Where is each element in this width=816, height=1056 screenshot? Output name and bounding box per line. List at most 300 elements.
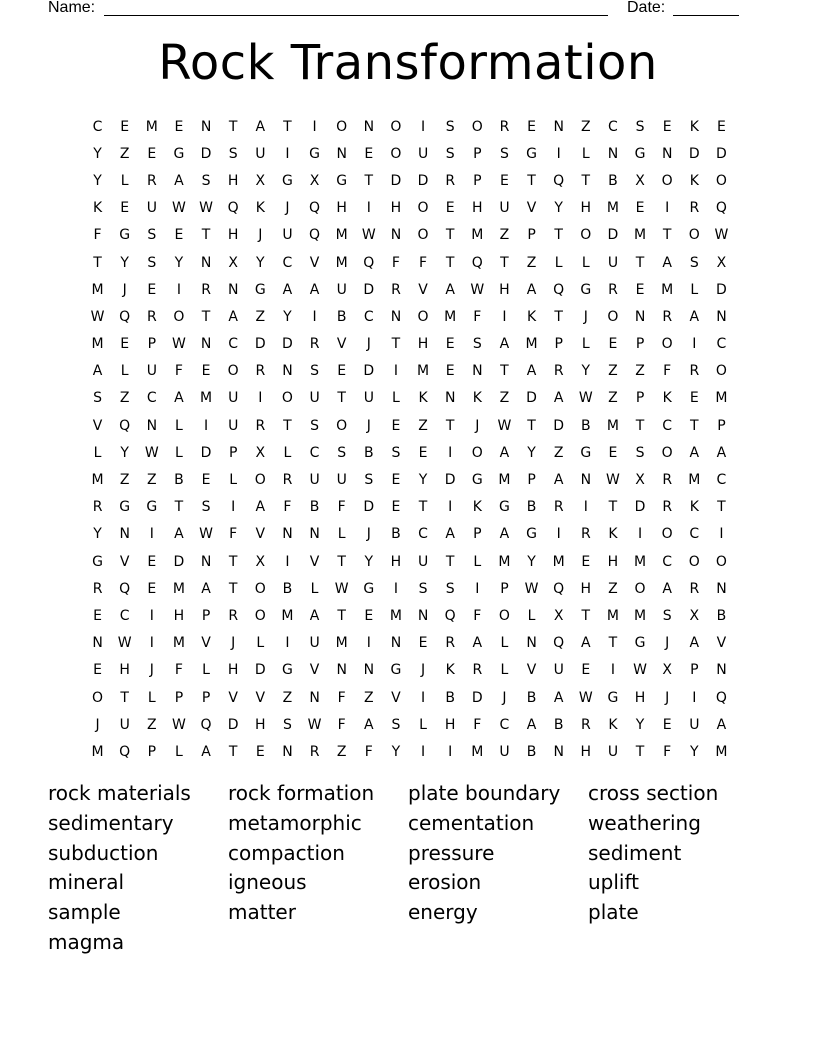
- grid-letter: P: [527, 227, 536, 244]
- grid-letter: O: [417, 227, 429, 244]
- grid-letter: R: [662, 308, 673, 325]
- grid-letter: D: [471, 689, 483, 706]
- grid-row: [84, 385, 735, 412]
- grid-letter: M: [525, 336, 538, 353]
- grid-letter: L: [202, 662, 210, 679]
- grid-letter: T: [337, 607, 346, 624]
- grid-letter: U: [146, 200, 157, 217]
- grid-letter: Q: [553, 281, 565, 298]
- grid-letter: G: [526, 145, 537, 162]
- grid-letter: N: [390, 635, 402, 652]
- grid-letter: G: [580, 281, 592, 298]
- grid-letter: A: [662, 580, 672, 597]
- grid-letter: Z: [553, 444, 564, 461]
- grid-letter: H: [417, 336, 429, 353]
- grid-letter: J: [665, 689, 670, 706]
- grid-row: [84, 711, 735, 738]
- grid-letter: X: [309, 172, 320, 189]
- grid-letter: F: [663, 363, 672, 380]
- grid-letter: L: [256, 635, 265, 652]
- grid-letter: H: [336, 200, 347, 217]
- grid-letter: F: [473, 607, 482, 624]
- grid-letter: D: [716, 145, 727, 162]
- grid-letter: P: [554, 336, 563, 353]
- word-bank-item: mineral: [48, 870, 125, 895]
- grid-letter: V: [255, 689, 266, 706]
- grid-letter: S: [445, 580, 455, 597]
- grid-letter: D: [254, 336, 266, 353]
- grid-letter: G: [363, 580, 375, 597]
- grid-letter: S: [445, 118, 455, 135]
- grid-letter: F: [419, 254, 428, 271]
- grid-letter: T: [581, 172, 591, 189]
- grid-letter: O: [336, 417, 348, 434]
- grid-letter: C: [662, 417, 673, 434]
- word-bank-item: plate boundary: [408, 781, 561, 805]
- grid-letter: A: [553, 689, 564, 706]
- grid-letter: Z: [418, 417, 428, 434]
- word-bank-item: matter: [228, 900, 296, 925]
- grid-letter: H: [444, 716, 456, 733]
- grid-letter: B: [526, 743, 537, 760]
- grid-letter: L: [581, 145, 590, 162]
- grid-letter: V: [309, 553, 320, 570]
- grid-letter: W: [199, 200, 213, 217]
- grid-letter: S: [689, 254, 699, 271]
- grid-letter: B: [581, 417, 591, 434]
- grid-letter: U: [499, 200, 510, 217]
- grid-letter: N: [716, 662, 727, 679]
- word-bank-item: erosion: [408, 870, 482, 895]
- grid-letter: M: [661, 281, 674, 298]
- grid-row: [84, 249, 735, 276]
- grid-letter: P: [147, 336, 157, 353]
- grid-letter: I: [312, 118, 317, 135]
- grid-letter: O: [661, 526, 673, 543]
- grid-letter: I: [719, 526, 724, 543]
- grid-letter: Z: [635, 363, 645, 380]
- grid-letter: X: [635, 172, 645, 189]
- grid-letter: T: [228, 553, 238, 570]
- grid-letter: E: [364, 145, 374, 162]
- grid-letter: W: [172, 716, 186, 733]
- grid-letter: T: [201, 308, 211, 325]
- grid-letter: K: [92, 200, 103, 217]
- grid-letter: E: [418, 635, 428, 652]
- grid-letter: U: [689, 716, 700, 733]
- grid-letter: X: [635, 472, 645, 489]
- grid-letter: C: [662, 553, 673, 570]
- grid-letter: N: [363, 662, 375, 679]
- grid-letter: L: [337, 526, 346, 543]
- grid-letter: Q: [227, 200, 239, 217]
- grid-letter: M: [715, 743, 728, 760]
- grid-letter: B: [716, 607, 727, 624]
- grid-letter: R: [608, 281, 618, 298]
- grid-letter: F: [93, 227, 102, 244]
- grid-letter: O: [390, 145, 402, 162]
- grid-letter: Y: [554, 200, 563, 217]
- grid-letter: J: [366, 417, 371, 434]
- grid-letter: M: [389, 607, 402, 624]
- grid-letter: I: [176, 281, 181, 298]
- grid-letter: M: [281, 607, 294, 624]
- grid-row: [84, 548, 735, 575]
- grid-letter: M: [715, 390, 728, 407]
- grid-letter: O: [715, 172, 727, 189]
- grid-letter: R: [146, 308, 157, 325]
- grid-letter: B: [336, 308, 347, 325]
- grid-letter: N: [336, 145, 347, 162]
- grid-letter: F: [663, 743, 672, 760]
- grid-letter: S: [635, 444, 645, 461]
- word-bank-item: igneous: [228, 870, 307, 895]
- grid-letter: K: [472, 390, 482, 407]
- date-label: Date:: [627, 0, 666, 16]
- grid-letter: D: [363, 281, 375, 298]
- grid-letter: B: [391, 526, 401, 543]
- grid-letter: D: [363, 363, 375, 380]
- grid-letter: B: [526, 499, 537, 516]
- grid-row: [84, 439, 735, 466]
- grid-letter: E: [120, 336, 130, 353]
- grid-letter: Z: [608, 580, 618, 597]
- grid-letter: J: [502, 689, 507, 706]
- grid-letter: L: [500, 635, 509, 652]
- grid-letter: S: [635, 118, 645, 135]
- grid-letter: I: [448, 743, 453, 760]
- grid-letter: S: [499, 145, 509, 162]
- grid-letter: M: [634, 227, 647, 244]
- grid-letter: M: [444, 308, 457, 325]
- grid-letter: L: [581, 254, 590, 271]
- grid-letter: T: [93, 254, 102, 271]
- grid-letter: H: [227, 227, 239, 244]
- grid-letter: G: [336, 172, 348, 189]
- grid-letter: A: [445, 281, 455, 298]
- grid-letter: C: [499, 716, 510, 733]
- grid-letter: W: [524, 580, 539, 597]
- word-bank-item: compaction: [228, 840, 345, 865]
- grid-letter: A: [581, 635, 591, 652]
- grid-row: [84, 412, 735, 439]
- grid-row: [84, 575, 735, 602]
- grid-letter: A: [526, 716, 537, 733]
- grid-letter: L: [93, 444, 102, 461]
- grid-letter: X: [255, 553, 266, 570]
- grid-letter: J: [665, 635, 670, 652]
- grid-letter: R: [445, 172, 456, 189]
- grid-letter: B: [364, 444, 374, 461]
- grid-letter: R: [201, 281, 211, 298]
- grid-letter: T: [120, 689, 129, 706]
- grid-letter: W: [334, 580, 349, 597]
- grid-letter: V: [228, 689, 238, 706]
- grid-letter: Z: [364, 689, 374, 706]
- grid-letter: U: [607, 743, 619, 760]
- grid-letter: N: [716, 580, 727, 597]
- grid-letter: V: [336, 336, 347, 353]
- grid-letter: S: [662, 607, 672, 624]
- grid-letter: J: [366, 526, 371, 543]
- grid-letter: J: [285, 200, 290, 217]
- grid-letter: Y: [418, 472, 428, 489]
- grid-letter: D: [716, 281, 727, 298]
- grid-letter: T: [201, 227, 211, 244]
- word-bank-item: pressure: [408, 840, 495, 865]
- grid-letter: G: [471, 472, 483, 489]
- grid-letter: M: [200, 390, 213, 407]
- grid-letter: K: [689, 172, 699, 189]
- grid-letter: M: [335, 635, 348, 652]
- grid-letter: S: [310, 363, 319, 380]
- grid-letter: K: [255, 200, 265, 217]
- grid-letter: M: [145, 118, 158, 135]
- grid-letter: D: [200, 444, 212, 461]
- grid-letter: B: [309, 499, 320, 516]
- grid-letter: O: [634, 580, 646, 597]
- grid-letter: M: [498, 553, 511, 570]
- grid-row: [84, 331, 735, 358]
- grid-row: [84, 494, 735, 521]
- grid-letter: I: [366, 200, 371, 217]
- grid-letter: A: [526, 281, 537, 298]
- grid-letter: E: [717, 118, 726, 135]
- grid-letter: G: [309, 145, 320, 162]
- grid-letter: Z: [581, 118, 591, 135]
- grid-letter: C: [146, 390, 157, 407]
- grid-letter: S: [310, 417, 319, 434]
- grid-letter: E: [608, 336, 618, 353]
- grid-letter: E: [608, 444, 618, 461]
- grid-row: [84, 140, 735, 167]
- grid-letter: T: [635, 254, 645, 271]
- grid-letter: E: [93, 607, 102, 624]
- grid-letter: O: [498, 607, 510, 624]
- grid-letter: D: [363, 499, 375, 516]
- grid-letter: T: [500, 254, 509, 271]
- grid-letter: T: [554, 308, 563, 325]
- grid-letter: C: [92, 118, 103, 135]
- grid-letter: M: [634, 553, 647, 570]
- grid-letter: N: [282, 743, 293, 760]
- grid-letter: C: [716, 472, 727, 489]
- grid-letter: M: [172, 635, 185, 652]
- grid-letter: C: [608, 118, 618, 135]
- grid-letter: P: [690, 662, 699, 679]
- grid-letter: M: [606, 200, 619, 217]
- grid-letter: V: [309, 254, 320, 271]
- grid-letter: T: [445, 417, 455, 434]
- grid-letter: I: [312, 308, 317, 325]
- grid-letter: R: [228, 607, 239, 624]
- grid-letter: J: [95, 716, 100, 733]
- grid-letter: T: [554, 227, 563, 244]
- grid-letter: Y: [364, 553, 374, 570]
- grid-letter: N: [553, 743, 564, 760]
- grid-letter: H: [499, 281, 510, 298]
- grid-letter: L: [283, 444, 292, 461]
- word-bank-item: uplift: [588, 870, 640, 895]
- grid-letter: T: [608, 635, 618, 652]
- grid-letter: Z: [147, 472, 157, 489]
- grid-letter: V: [119, 553, 130, 570]
- grid-letter: O: [661, 444, 673, 461]
- grid-letter: Y: [174, 254, 184, 271]
- grid-letter: G: [119, 227, 131, 244]
- grid-letter: R: [499, 118, 510, 135]
- grid-letter: Y: [283, 308, 292, 325]
- grid-letter: E: [581, 662, 591, 679]
- grid-letter: T: [717, 499, 726, 516]
- grid-letter: Y: [256, 254, 265, 271]
- grid-letter: S: [418, 580, 428, 597]
- grid-letter: D: [200, 145, 212, 162]
- grid-row: [84, 521, 735, 548]
- grid-letter: A: [255, 499, 266, 516]
- grid-letter: A: [309, 607, 320, 624]
- grid-letter: C: [363, 308, 374, 325]
- grid-letter: U: [499, 743, 510, 760]
- grid-letter: W: [172, 200, 186, 217]
- grid-letter: N: [282, 363, 293, 380]
- grid-letter: O: [92, 689, 104, 706]
- grid-letter: W: [714, 227, 729, 244]
- grid-letter: Z: [336, 743, 347, 760]
- grid-letter: P: [527, 472, 536, 489]
- grid-letter: Y: [93, 145, 102, 162]
- grid-letter: C: [309, 444, 320, 461]
- word-bank-item: plate: [588, 900, 639, 925]
- grid-letter: N: [92, 635, 103, 652]
- grid-letter: O: [688, 553, 700, 570]
- grid-letter: A: [499, 526, 510, 543]
- grid-letter: O: [254, 580, 266, 597]
- grid-letter: Q: [119, 743, 131, 760]
- grid-letter: Z: [147, 716, 157, 733]
- grid-letter: V: [526, 662, 537, 679]
- grid-letter: I: [393, 363, 398, 380]
- grid-letter: I: [502, 308, 507, 325]
- grid-letter: L: [147, 689, 156, 706]
- grid-letter: E: [255, 743, 265, 760]
- grid-letter: D: [607, 227, 619, 244]
- grid-letter: T: [391, 336, 401, 353]
- grid-letter: I: [285, 635, 290, 652]
- grid-letter: Z: [282, 689, 293, 706]
- grid-letter: R: [689, 200, 700, 217]
- grid-letter: Y: [93, 526, 102, 543]
- grid-letter: V: [309, 662, 320, 679]
- grid-letter: N: [716, 308, 727, 325]
- date-blank-line: [673, 15, 739, 16]
- grid-letter: L: [175, 743, 183, 760]
- grid-letter: T: [662, 227, 672, 244]
- grid-letter: T: [228, 118, 238, 135]
- grid-letter: O: [607, 308, 619, 325]
- grid-letter: T: [228, 743, 238, 760]
- grid-letter: Q: [553, 580, 565, 597]
- grid-letter: J: [475, 417, 480, 434]
- grid-letter: O: [390, 118, 402, 135]
- grid-letter: K: [445, 662, 455, 679]
- grid-letter: Z: [526, 254, 537, 271]
- grid-letter: V: [716, 635, 727, 652]
- grid-letter: E: [337, 363, 347, 380]
- grid-letter: D: [634, 499, 646, 516]
- grid-letter: D: [254, 662, 266, 679]
- grid-letter: X: [255, 172, 266, 189]
- grid-letter: N: [227, 281, 239, 298]
- grid-letter: J: [149, 662, 154, 679]
- grid-letter: A: [716, 444, 727, 461]
- grid-letter: P: [201, 607, 211, 624]
- grid-letter: A: [309, 281, 320, 298]
- grid-letter: C: [689, 526, 700, 543]
- grid-letter: D: [526, 390, 537, 407]
- grid-letter: A: [526, 363, 537, 380]
- grid-letter: O: [417, 200, 429, 217]
- grid-letter: R: [445, 635, 456, 652]
- grid-letter: F: [473, 308, 482, 325]
- grid-letter: Q: [715, 689, 727, 706]
- grid-letter: I: [258, 390, 263, 407]
- grid-row: [84, 657, 735, 684]
- grid-letter: P: [473, 172, 482, 189]
- grid-letter: M: [552, 553, 565, 570]
- grid-letter: O: [471, 118, 483, 135]
- grid-letter: K: [608, 526, 618, 543]
- grid-letter: F: [391, 254, 400, 271]
- grid-letter: M: [471, 743, 484, 760]
- grid-letter: T: [283, 118, 292, 135]
- grid-letter: A: [553, 390, 564, 407]
- grid-letter: K: [689, 118, 699, 135]
- grid-letter: Z: [608, 363, 618, 380]
- grid-row: [84, 738, 735, 765]
- grid-letter: A: [364, 716, 374, 733]
- grid-letter: E: [201, 363, 211, 380]
- grid-letter: B: [608, 172, 618, 189]
- grid-letter: E: [445, 200, 455, 217]
- grid-letter: G: [254, 281, 266, 298]
- grid-letter: T: [174, 499, 184, 516]
- grid-letter: G: [634, 145, 646, 162]
- word-bank-item: sample: [48, 900, 121, 925]
- grid-letter: N: [526, 635, 537, 652]
- grid-letter: G: [580, 444, 592, 461]
- grid-letter: C: [228, 336, 239, 353]
- grid-letter: A: [553, 472, 564, 489]
- grid-letter: N: [336, 662, 347, 679]
- grid-row: [84, 276, 735, 303]
- grid-letter: W: [470, 281, 485, 298]
- grid-letter: Y: [690, 743, 699, 760]
- grid-letter: E: [120, 118, 130, 135]
- grid-letter: L: [120, 172, 129, 189]
- grid-row: [84, 113, 735, 140]
- grid-letter: G: [173, 145, 185, 162]
- grid-letter: E: [93, 662, 102, 679]
- grid-letter: R: [309, 336, 320, 353]
- grid-letter: P: [717, 417, 726, 434]
- grid-letter: G: [282, 662, 293, 679]
- grid-letter: I: [692, 689, 697, 706]
- grid-letter: A: [499, 336, 510, 353]
- word-bank-item: subduction: [48, 840, 159, 865]
- grid-letter: D: [227, 716, 239, 733]
- grid-letter: S: [472, 336, 482, 353]
